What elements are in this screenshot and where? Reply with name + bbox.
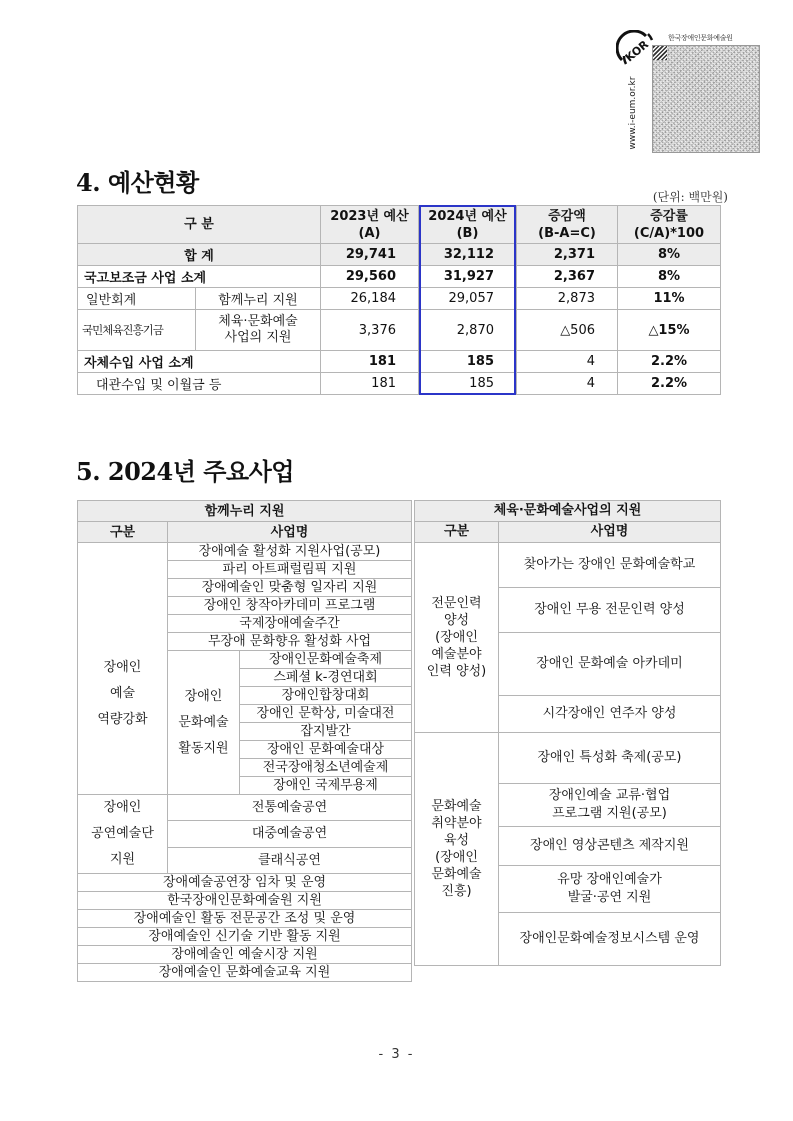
value-rate: 2.2%: [618, 351, 721, 373]
unit-label: (단위: 백만원): [652, 190, 728, 204]
list-item: 장애인 창작아카데미 프로그램: [168, 597, 412, 615]
value-change: △506: [517, 310, 618, 351]
value-2023: 3,376: [321, 310, 419, 351]
value-2024: 185: [419, 351, 517, 373]
budget-table: [77, 205, 721, 395]
list-item: 장애인 특성화 축제(공모): [499, 733, 721, 784]
list-item: 대중예술공연: [168, 821, 412, 847]
value-rate: 11%: [618, 288, 721, 310]
row-label: 자체수입 사업 소계: [78, 351, 321, 373]
list-item: 장애인 문학상, 미술대전: [240, 705, 412, 723]
list-item: 장애인합창대회: [240, 687, 412, 705]
category-performing-arts: 장애인 공연예술단 지원: [78, 795, 168, 874]
list-item: 유망 장애인예술가 발굴·공연 지원: [499, 866, 721, 913]
value-change: 4: [517, 373, 618, 395]
page-number: - 3 -: [378, 1047, 415, 1062]
category-arts-capacity: 장애인 예술 역량강화: [78, 543, 168, 795]
value-2024: 185: [419, 373, 517, 395]
organization-name: 한국장애인문화예술원: [668, 34, 733, 42]
list-item: 장애인 문화예술대상: [240, 741, 412, 759]
table-row-total: [78, 244, 721, 266]
value-rate: △15%: [618, 310, 721, 351]
section-4-title: 4. 예산현황: [76, 168, 199, 197]
list-item: 장애인문화예술축제: [240, 651, 412, 669]
table-row-own-revenue-subtotal: [78, 351, 721, 373]
row-label: 국고보조금 사업 소계: [78, 266, 321, 288]
list-item: 장애인 문화예술 아카데미: [499, 633, 721, 696]
value-2024: 29,057: [419, 288, 517, 310]
header-category: 구 분: [78, 206, 321, 244]
row-label: 국민체육진흥기금: [78, 310, 196, 351]
list-item: 전국장애청소년예술제: [240, 759, 412, 777]
header-change-rate: 증감률 (C/A)*100: [618, 206, 721, 244]
section-5-title: 5. 2024년 주요사업: [76, 457, 294, 486]
list-item: 장애인예술 교류·협업 프로그램 지원(공모): [499, 784, 721, 827]
list-item: 시각장애인 연주자 양성: [499, 696, 721, 733]
value-rate: 2.2%: [618, 373, 721, 395]
list-item: 장애예술인 예술시장 지원: [78, 946, 412, 964]
list-item: 장애예술인 활동 전문공간 조성 및 운영: [78, 910, 412, 928]
list-item: 장애예술인 신기술 기반 활동 지원: [78, 928, 412, 946]
list-item: 장애인문화예술정보시스템 운영: [499, 913, 721, 966]
svg-text:KOR: KOR: [622, 37, 652, 65]
value-change: 2,367: [517, 266, 618, 288]
value-2024: 31,927: [419, 266, 517, 288]
table-title: 함께누리 지원: [78, 501, 412, 522]
category-vulnerable-fields: 문화예술 취약분야 육성 (장애인 문화예술 진흥): [415, 733, 499, 966]
value-rate: 8%: [618, 266, 721, 288]
column-header-category: 구분: [78, 522, 168, 543]
row-label: 대관수입 및 이월금 등: [78, 373, 321, 395]
table-title: 체육·문화예술사업의 지원: [415, 501, 721, 522]
row-label: 합 계: [78, 244, 321, 266]
qr-code-icon: [652, 45, 760, 153]
organization-logo: [612, 28, 752, 158]
value-rate: 8%: [618, 244, 721, 266]
list-item: 잡지발간: [240, 723, 412, 741]
list-item: 전통예술공연: [168, 795, 412, 821]
list-item: 국제장애예술주간: [168, 615, 412, 633]
table-row-general-account: [78, 288, 721, 310]
column-header-name: 사업명: [499, 522, 721, 543]
list-item: 찾아가는 장애인 문화예술학교: [499, 543, 721, 588]
list-item: 장애예술공연장 임차 및 운영: [78, 874, 412, 892]
list-item: 장애예술 활성화 지원사업(공모): [168, 543, 412, 561]
list-item: 장애인 무용 전문인력 양성: [499, 588, 721, 633]
list-item: 클래식공연: [168, 847, 412, 873]
list-item: 스페셜 k-경연대회: [240, 669, 412, 687]
column-header-category: 구분: [415, 522, 499, 543]
value-2023: 26,184: [321, 288, 419, 310]
category-professional-training: 전문인력 양성 (장애인 예술분야 인력 양성): [415, 543, 499, 733]
list-item: 무장애 문화향유 활성화 사업: [168, 633, 412, 651]
row-label: 일반회계: [78, 288, 196, 310]
projects-table-together: [77, 500, 412, 982]
value-2023: 181: [321, 351, 419, 373]
list-item: 장애인 영상콘텐츠 제작지원: [499, 827, 721, 866]
value-2023: 29,560: [321, 266, 419, 288]
value-2023: 29,741: [321, 244, 419, 266]
table-row-rental-income: [78, 373, 721, 395]
budget-header-row: [78, 206, 721, 244]
list-item: 장애인 국제무용제: [240, 777, 412, 795]
subcategory-activity-support: 장애인 문화예술 활동지원: [168, 651, 240, 795]
list-item: 장애예술인 문화예술교육 지원: [78, 964, 412, 982]
value-2024: 2,870: [419, 310, 517, 351]
header-change-amount: 증감액 (B-A=C): [517, 206, 618, 244]
row-sublabel: 체육·문화예술 사업의 지원: [196, 310, 321, 351]
header-2024: 2024년 예산 (B): [419, 206, 517, 244]
column-header-name: 사업명: [168, 522, 412, 543]
qr-corner-mark: [653, 46, 667, 60]
header-2023: 2023년 예산 (A): [321, 206, 419, 244]
list-item: 장애예술인 맞춤형 일자리 지원: [168, 579, 412, 597]
list-item: 한국장애인문화예술원 지원: [78, 892, 412, 910]
value-change: 2,873: [517, 288, 618, 310]
value-change: 2,371: [517, 244, 618, 266]
value-2023: 181: [321, 373, 419, 395]
value-2024: 32,112: [419, 244, 517, 266]
table-row-sports-fund: [78, 310, 721, 351]
value-change: 4: [517, 351, 618, 373]
list-item: 파리 아트패럴림픽 지원: [168, 561, 412, 579]
row-sublabel: 함께누리 지원: [196, 288, 321, 310]
table-row-subsidy-subtotal: [78, 266, 721, 288]
website-url: www.i-eum.or.kr: [628, 76, 638, 150]
projects-table-sports-culture: [414, 500, 721, 966]
